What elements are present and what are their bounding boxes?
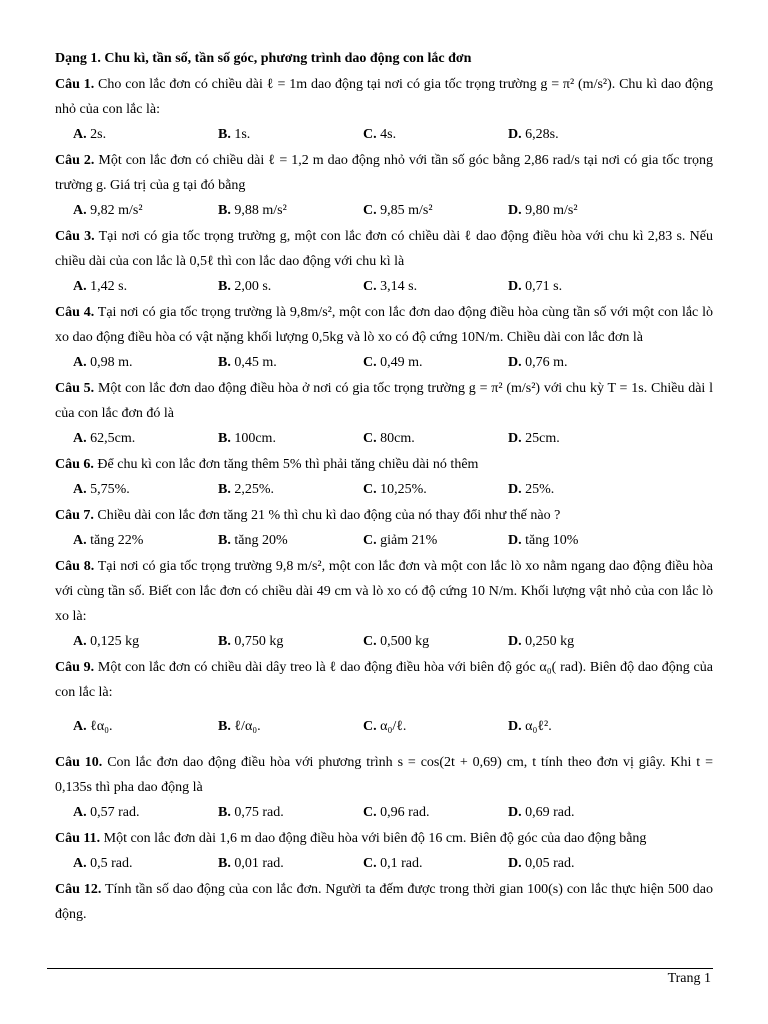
option-c [363,629,508,654]
option-text: 0,49 m. [380,355,423,370]
option-d [508,528,653,553]
page-number: Trang 1 [667,971,711,986]
question-8 [55,554,713,629]
option-letter: B. [218,127,231,142]
options-row [55,705,713,749]
option-text: 25cm. [525,431,560,446]
option-d [508,350,653,375]
question-text: Một con lắc đơn có chiều dài ℓ = 1,2 m dao động nhỏ với tần số góc bằng 2,86 rad/s tại nơi có gia tốc trọng trường g. Giá trị của g tại đó bằng [55,153,713,193]
option-letter: D. [508,355,522,370]
option-text: tăng 10% [525,533,579,548]
option-letter: D. [508,533,522,548]
option-letter: A. [73,431,87,446]
question-text: Chiều dài con lắc đơn tăng 21 % thì chu kì dao động của nó thay đổi như thế nào ? [93,508,561,523]
option-letter: B. [218,533,231,548]
options-row [55,274,713,299]
question-number: Câu 11. [55,831,101,846]
options-row [55,122,713,147]
question-text: Cho con lắc đơn có chiều dài ℓ = 1m dao động tại nơi có gia tốc trọng trường g = π² (m/s²). Chu kì dao động nhỏ của con lắc là: [55,77,713,117]
option-text: 9,82 m/s² [90,203,143,218]
option-text: 0,69 rad. [525,805,575,820]
option-d [508,629,653,654]
option-text: 10,25%. [380,482,427,497]
question-7 [55,503,713,528]
option-b [218,426,363,451]
option-text: 0,750 kg [234,634,284,649]
option-a [73,350,218,375]
option-b [218,350,363,375]
option-letter: C. [363,533,377,548]
option-c [363,274,508,299]
option-text: 0,76 m. [525,355,568,370]
option-text: 62,5cm. [90,431,136,446]
footer-divider [47,968,713,969]
option-text: 1s. [234,127,251,142]
question-12 [55,877,713,927]
option-b [218,800,363,825]
option-d [508,274,653,299]
option-text: 100cm. [234,431,276,446]
option-a [73,528,218,553]
option-letter: D. [508,127,522,142]
option-text: 0,500 kg [380,634,430,649]
option-letter: A. [73,482,87,497]
option-letter: A. [73,533,87,548]
option-letter: C. [363,279,377,294]
option-b [218,122,363,147]
options-row [55,198,713,223]
question-number: Câu 10. [55,755,103,770]
option-text: α₀ℓ². [525,719,552,734]
option-c [363,426,508,451]
option-letter: A. [73,856,87,871]
option-a [73,122,218,147]
question-text: Để chu kì con lắc đơn tăng thêm 5% thì phải tăng chiều dài nó thêm [93,457,479,472]
option-letter: D. [508,203,522,218]
option-d [508,851,653,876]
option-text: 0,01 rad. [234,856,284,871]
option-b [218,477,363,502]
option-d [508,426,653,451]
option-d [508,705,653,749]
option-text: ℓ/α₀. [234,719,261,734]
option-text: 0,250 kg [525,634,575,649]
option-letter: C. [363,856,377,871]
option-text: tăng 20% [234,533,288,548]
option-text: 1,42 s. [90,279,128,294]
option-letter: B. [218,805,231,820]
option-c [363,198,508,223]
option-letter: A. [73,355,87,370]
option-text: giảm 21% [380,533,438,548]
option-c [363,528,508,553]
option-letter: A. [73,719,87,734]
question-text: Tại nơi có gia tốc trọng trường là 9,8m/s², một con lắc đơn dao động điều hòa cùng tần số với một con lắc lò xo dao động điều hòa có vật nặng khối lượng 0,5kg và lò xo có độ cứng 10N/m. Chiều dài con lắc đơn là [55,305,713,345]
option-text: α₀/ℓ. [380,719,407,734]
question-text: Con lắc đơn dao động điều hòa với phương trình s = cos(2t + 0,69) cm, t tính theo đơn vị giây. Khi t = 0,135s thì pha dao động là [55,755,713,795]
option-a [73,477,218,502]
options-row [55,426,713,451]
option-text: 0,125 kg [90,634,140,649]
option-letter: B. [218,203,231,218]
question-number: Câu 3. [55,229,95,244]
option-letter: C. [363,355,377,370]
options-row [55,851,713,876]
option-b [218,274,363,299]
option-letter: B. [218,634,231,649]
option-letter: C. [363,719,377,734]
option-letter: B. [218,482,231,497]
options-row [55,350,713,375]
option-text: 25%. [525,482,555,497]
question-number: Câu 12. [55,882,102,897]
option-letter: D. [508,805,522,820]
option-text: 9,80 m/s² [525,203,578,218]
option-letter: A. [73,279,87,294]
option-a [73,851,218,876]
option-a [73,198,218,223]
question-10 [55,750,713,800]
option-text: 0,05 rad. [525,856,575,871]
option-a [73,274,218,299]
option-text: 6,28s. [525,127,559,142]
question-11 [55,826,713,851]
option-letter: A. [73,127,87,142]
question-number: Câu 6. [55,457,94,472]
option-text: 80cm. [380,431,415,446]
question-number: Câu 4. [55,305,95,320]
option-text: tăng 22% [90,533,144,548]
option-text: 9,85 m/s² [380,203,433,218]
options-row [55,800,713,825]
option-d [508,198,653,223]
document-page [55,48,713,927]
option-letter: A. [73,805,87,820]
option-text: 0,75 rad. [234,805,284,820]
question-text: Một con lắc đơn có chiều dài dây treo là ℓ dao động điều hòa với biên độ góc α₀( rad). Biên độ dao động của con lắc là: [55,660,713,700]
question-number: Câu 1. [55,77,95,92]
option-letter: A. [73,634,87,649]
question-4 [55,300,713,350]
option-letter: C. [363,127,377,142]
option-letter: D. [508,634,522,649]
option-letter: C. [363,431,377,446]
option-letter: D. [508,856,522,871]
option-letter: B. [218,431,231,446]
option-b [218,528,363,553]
options-row [55,528,713,553]
option-a [73,426,218,451]
option-letter: C. [363,634,377,649]
question-text: Một con lắc đơn dao động điều hòa ở nơi có gia tốc trọng trường g = π² (m/s²) với chu kỳ T = 1s. Chiều dài l của con lắc đơn đó là [55,381,713,421]
option-letter: D. [508,279,522,294]
option-c [363,851,508,876]
option-text: 4s. [380,127,397,142]
option-c [363,122,508,147]
option-text: 0,5 rad. [90,856,133,871]
option-letter: B. [218,856,231,871]
question-text: Một con lắc đơn dài 1,6 m dao động điều hòa với biên độ 16 cm. Biên độ góc của dao động bằng [100,831,647,846]
option-letter: D. [508,431,522,446]
option-letter: C. [363,805,377,820]
option-letter: B. [218,279,231,294]
question-5 [55,376,713,426]
option-d [508,800,653,825]
option-text: 3,14 s. [380,279,418,294]
option-b [218,705,363,749]
question-2 [55,148,713,198]
question-number: Câu 7. [55,508,94,523]
option-letter: B. [218,355,231,370]
option-letter: D. [508,482,522,497]
option-text: 5,75%. [90,482,130,497]
option-text: ℓα₀. [90,719,113,734]
option-text: 2s. [90,127,107,142]
question-3 [55,224,713,274]
option-letter: C. [363,203,377,218]
option-d [508,477,653,502]
options-row [55,477,713,502]
option-text: 0,71 s. [525,279,563,294]
option-text: 0,57 rad. [90,805,140,820]
option-a [73,800,218,825]
option-c [363,477,508,502]
options-row [55,629,713,654]
option-text: 2,25%. [234,482,275,497]
question-6 [55,452,713,477]
option-text: 0,1 rad. [380,856,423,871]
option-letter: D. [508,719,522,734]
question-list [55,72,713,927]
option-c [363,705,508,749]
option-text: 9,88 m/s² [234,203,287,218]
option-letter: B. [218,719,231,734]
option-letter: C. [363,482,377,497]
question-number: Câu 9. [55,660,95,675]
option-text: 2,00 s. [234,279,272,294]
question-number: Câu 5. [55,381,95,396]
question-text: Tại nơi có gia tốc trọng trường 9,8 m/s², một con lắc đơn và một con lắc lò xo nằm ngang dao động điều hòa với cùng tần số. Biết con lắc đơn có chiều dài 49 cm và lò xo có độ cứng 10 N/m. Khối lượng vật nhỏ của con lắc lò xo là: [55,559,713,624]
option-text: 0,45 m. [234,355,277,370]
option-a [73,629,218,654]
question-number: Câu 8. [55,559,95,574]
question-number: Câu 2. [55,153,95,168]
option-c [363,350,508,375]
option-a [73,705,218,749]
option-letter: A. [73,203,87,218]
option-c [363,800,508,825]
question-text: Tính tần số dao động của con lắc đơn. Người ta đếm được trong thời gian 100(s) con lắc thực hiện 500 dao động. [55,882,713,922]
option-b [218,851,363,876]
option-b [218,198,363,223]
section-heading: Dạng 1. Chu kì, tần số, tần số góc, phương trình dao động con lắc đơn [55,51,472,66]
question-text: Tại nơi có gia tốc trọng trường g, một con lắc đơn có chiều dài ℓ dao động điều hòa với chu kì 2,83 s. Nếu chiều dài của con lắc là 0,5ℓ thì con lắc dao động với chu kì là [55,229,713,269]
question-9 [55,655,713,705]
option-text: 0,98 m. [90,355,133,370]
option-text: 0,96 rad. [380,805,430,820]
option-d [508,122,653,147]
option-b [218,629,363,654]
question-1 [55,72,713,122]
